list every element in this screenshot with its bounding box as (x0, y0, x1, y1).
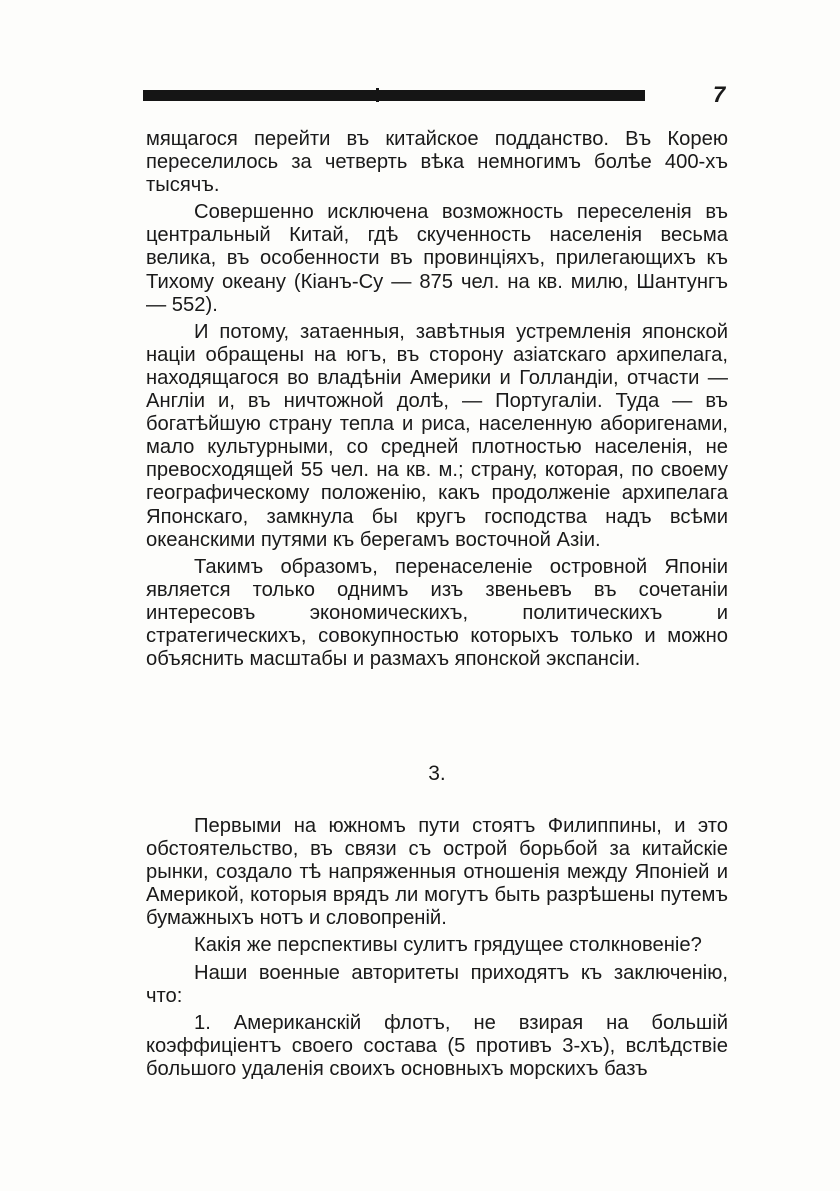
paragraph: Какія же перспективы сулитъ грядущее столкновеніе? (194, 934, 702, 957)
paragraph: Совершенно исключена возможность переселенія въ центральный Китай, гдѣ скученность населенія весьма велика, въ особенности въ провинціяхъ, прилегающихъ къ Тихому океану (Кіанъ-Су — 875 чел. на кв. милю, Шантунгъ — 552). (146, 201, 728, 316)
paragraph: мящагося перейти въ китайское подданство. Въ Корею переселилось за четверть вѣка немногимъ болѣе 400-хъ тысячъ. (146, 128, 728, 197)
body-text-upper (146, 128, 728, 671)
page-number: 7 (713, 82, 726, 107)
body-text-lower (146, 815, 728, 1081)
section-heading: 3. (428, 762, 446, 785)
paragraph: Первыми на южномъ пути стоятъ Филиппины, и это обстоятельство, въ связи съ острой борьбой за китайскіе рынки, создало тѣ напряженныя отношенія между Японіей и Америкой, которыя врядъ ли могутъ быть разрѣшены путемъ бумажныхъ нотъ и словопреній. (146, 815, 728, 930)
paragraph: И потому, затаенныя, завѣтныя устремленія японской націи обращены на югъ, въ сторону азіатскаго архипелага, находящагося во владѣніи Америки и Голландіи, отчасти — Англіи и, въ ничтожной долѣ, — Португаліи. Туда — въ богатѣйшую страну тепла и риса, населенную аборигенами, мало культурными, со средней плотностью населенія, не превосходящей 55 чел. на кв. м.; страну, которая, по своему географическому положенію, какъ продолженіе архипелага Японскаго, замкнула бы кругъ господства надъ всѣми океанскими путями къ берегамъ восточной Азіи. (146, 320, 728, 551)
paragraph: Наши военные авторитеты приходятъ къ заключенію, что: (146, 961, 728, 1007)
paragraph: 1. Американскій флотъ, не взирая на большій коэффиціентъ своего состава (5 противъ 3-хъ), вслѣдствіе большого удаленія своихъ основныхъ морскихъ базъ (146, 1011, 728, 1080)
header-rule (143, 88, 645, 102)
paragraph: Такимъ образомъ, перенаселеніе островной Японіи является только однимъ изъ звеньевъ въ сочетаніи интересовъ экономическихъ, политическихъ и стратегическихъ, совокупностью которыхъ только и можно объяснить масштабы и размахъ японской экспансіи. (146, 555, 728, 671)
